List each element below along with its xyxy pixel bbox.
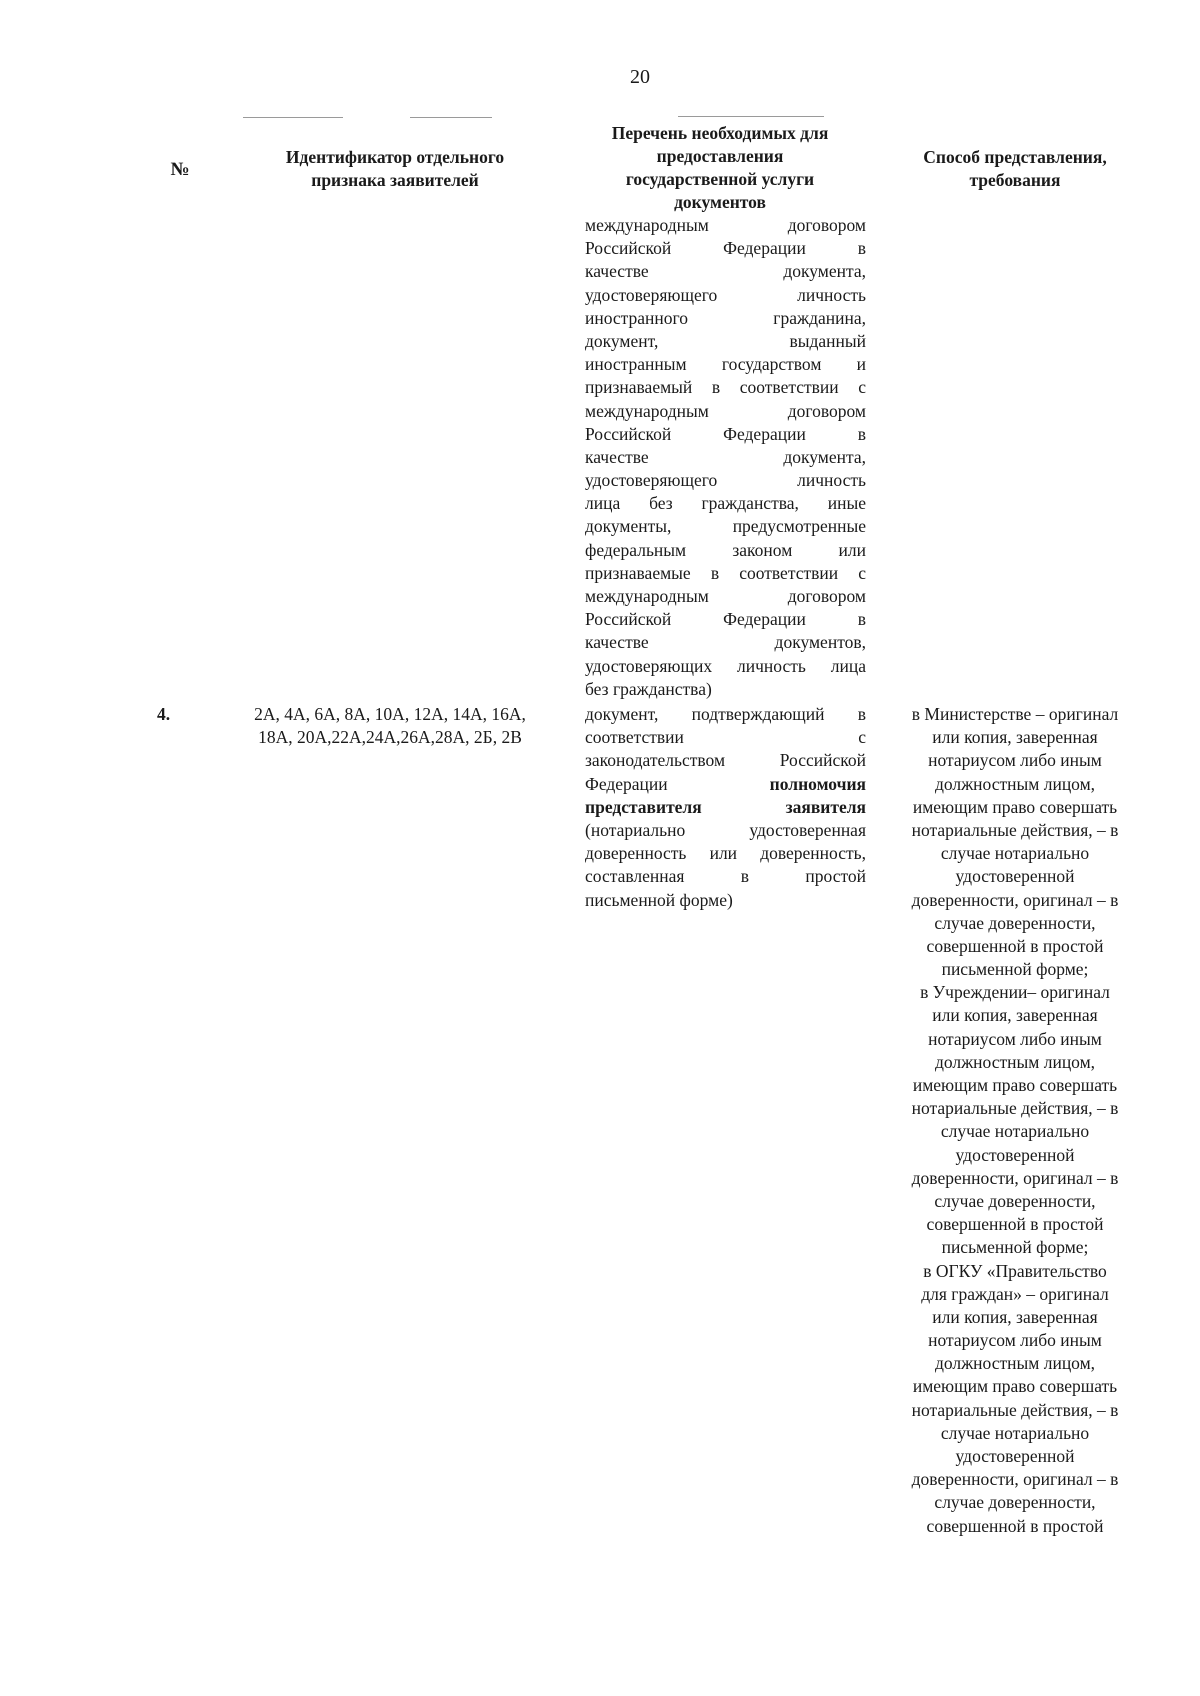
- text-line: удостоверенной: [955, 1144, 1075, 1165]
- page-number: 20: [630, 66, 650, 88]
- text-line: удостоверенной: [955, 866, 1075, 887]
- text-line: имеющим право совершать: [912, 1376, 1118, 1397]
- text-line: законодательством Российской: [585, 750, 866, 771]
- text-line: доверенности, оригинал – в: [911, 889, 1119, 910]
- text-line: случае нотариально: [940, 843, 1090, 864]
- text-line: должностным лицом,: [934, 1353, 1096, 1374]
- text-line: удостоверенной: [955, 1446, 1075, 1466]
- text-line: должностным лицом,: [934, 773, 1096, 794]
- row-number: 4.: [157, 704, 171, 724]
- text-line: лица без гражданства, иные: [585, 493, 866, 514]
- text-line: Российской Федерации в: [585, 423, 866, 444]
- text-line: совершенной в простой: [926, 1214, 1104, 1235]
- text-line: доверенность или доверенность,: [585, 843, 866, 864]
- text-line: (нотариально удостоверенная: [585, 819, 866, 840]
- text-line: или копия, заверенная: [932, 727, 1098, 748]
- text-line: без гражданства): [585, 678, 712, 699]
- text-line: иностранным государством и: [585, 354, 866, 375]
- text-line: Российской Федерации в: [585, 609, 866, 630]
- text-line: признаваемые в соответствии с: [585, 562, 866, 583]
- text-line: для граждан» – оригинал: [921, 1283, 1109, 1304]
- text-line: в ОГКУ «Правительство: [923, 1260, 1107, 1281]
- text-line: случае доверенности,: [934, 912, 1096, 933]
- text-line: нотариусом либо иным: [928, 1330, 1102, 1351]
- text-line: должностным лицом,: [934, 1051, 1096, 1072]
- header-num: №: [170, 159, 190, 180]
- text-line: нотариальные действия, – в: [911, 819, 1119, 840]
- text-line: федеральным законом или: [585, 539, 866, 560]
- text-line: Федерации полномочия: [585, 773, 866, 794]
- text-line: совершенной в простой: [926, 935, 1104, 956]
- documents-continuation: [585, 214, 866, 701]
- text-line: доверенности, оригинал – в: [911, 1167, 1119, 1188]
- text-line: международным договором: [585, 215, 866, 235]
- text-line: документ, выданный: [585, 330, 866, 351]
- text-line: или копия, заверенная: [932, 1005, 1098, 1026]
- text-line: нотариусом либо иным: [928, 1028, 1102, 1049]
- text-line: международным договором: [585, 400, 866, 421]
- text-line: документ, подтверждающий в: [585, 704, 866, 724]
- header-documents: Перечень необходимых для предоставления государственной услуги документов: [611, 123, 829, 212]
- text-line: нотариальные действия, – в: [911, 1098, 1119, 1119]
- text-line: качестве документа,: [585, 261, 866, 282]
- scan-rule: [243, 117, 343, 118]
- text-line: нотариусом либо иным: [928, 750, 1102, 771]
- text-line: случае доверенности,: [934, 1492, 1096, 1513]
- text-line: международным договором: [585, 586, 866, 606]
- text-line: имеющим право совершать: [912, 1075, 1118, 1095]
- header-method: Способ представления, требования: [923, 147, 1107, 190]
- row-documents: [585, 703, 866, 912]
- scan-rule: [678, 116, 824, 117]
- text-line: удостоверяющих личность лица: [585, 655, 866, 676]
- text-line: в Министерстве – оригинал: [911, 704, 1119, 724]
- text-line: или копия, заверенная: [932, 1306, 1098, 1327]
- scan-rule: [410, 117, 492, 118]
- text-line: качестве документа,: [585, 446, 866, 467]
- header-identifier: Идентификатор отдельного признака заявителей: [285, 147, 505, 190]
- text-line: качестве документов,: [585, 632, 866, 653]
- text-line: представителя заявителя: [585, 796, 866, 817]
- text-line: доверенности, оригинал – в: [911, 1469, 1119, 1490]
- text-line: совершенной в простой: [926, 1515, 1104, 1536]
- text-line: документы, предусмотренные: [585, 516, 866, 537]
- row-identifier: 2А, 4А, 6А, 8А, 10А, 12А, 14А, 16А, 18А, 20А,22А,24А,26А,28А, 2Б, 2В: [254, 704, 526, 748]
- text-line: случае нотариально: [940, 1121, 1090, 1142]
- text-line: Российской Федерации в: [585, 238, 866, 259]
- text-line: письменной форме;: [941, 1237, 1089, 1258]
- text-line: признаваемый в соответствии с: [585, 377, 866, 398]
- text-line: составленная в простой: [585, 866, 866, 887]
- text-line: письменной форме): [585, 889, 733, 910]
- text-line: нотариальные действия, – в: [911, 1399, 1119, 1420]
- text-line: соответствии с: [585, 727, 866, 748]
- text-line: в Учреждении– оригинал: [920, 982, 1110, 1003]
- text-line: удостоверяющего личность: [585, 284, 866, 305]
- text-line: имеющим право совершать: [912, 796, 1118, 817]
- text-line: случае доверенности,: [934, 1190, 1096, 1211]
- text-line: письменной форме;: [941, 959, 1089, 980]
- bold-term: полномочия: [769, 773, 866, 794]
- row-method: [880, 703, 1150, 1538]
- text-line: иностранного гражданина,: [585, 307, 866, 328]
- text-line: удостоверяющего личность: [585, 470, 866, 491]
- text-line: случае нотариально: [940, 1422, 1090, 1443]
